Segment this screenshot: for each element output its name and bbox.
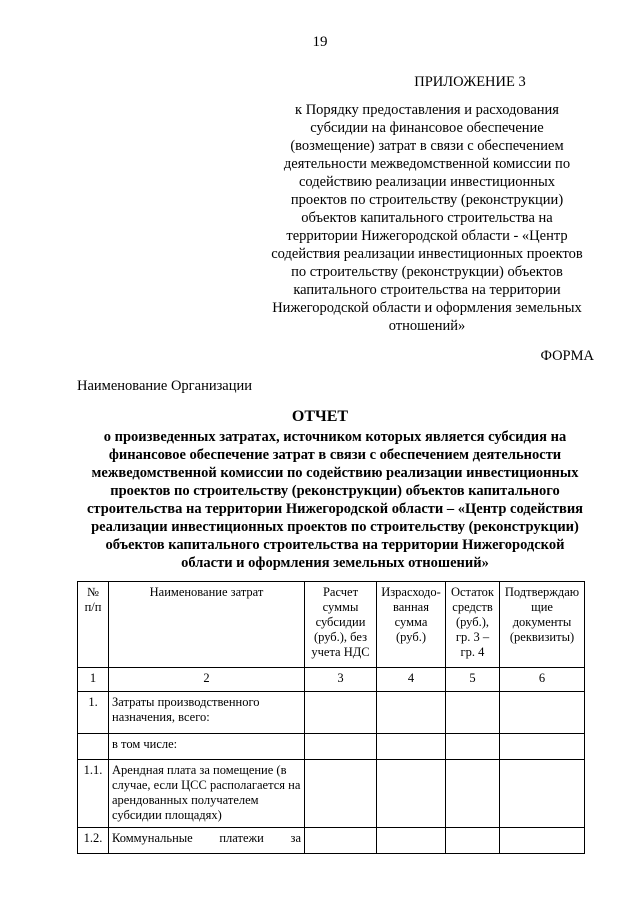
report-title: ОТЧЕТ xyxy=(291,408,349,425)
subtitle-line: финансовое обеспечение затрат в связи с обеспечением деятельности xyxy=(108,447,562,463)
table-cell xyxy=(446,734,500,760)
column-number: 3 xyxy=(305,668,377,692)
table-cell xyxy=(446,760,500,828)
appendix-line: (возмещение) затрат в связи с обеспечением xyxy=(290,138,564,154)
row-name: Коммунальные платежи за xyxy=(109,828,305,854)
header-cell: Расчет суммы субсидии (руб.), без учета НДС xyxy=(305,582,377,668)
appendix-label: ПРИЛОЖЕНИЕ 3 xyxy=(414,74,526,90)
column-number: 4 xyxy=(377,668,446,692)
appendix-line: Нижегородской области и оформления земельных xyxy=(272,300,582,316)
column-number: 6 xyxy=(500,668,585,692)
subtitle-line: межведомственной комиссии по содействию реализации инвестиционных xyxy=(91,465,579,481)
table-cell xyxy=(500,734,585,760)
appendix-line: проектов по строительству (реконструкции) xyxy=(290,192,564,208)
appendix-line: субсидии на финансовое обеспечение xyxy=(310,120,544,136)
subtitle-line: объектов капитального строительства на территории Нижегородской xyxy=(105,537,565,553)
subtitle-line: строительства на территории Нижегородской области – «Центр содействия xyxy=(86,501,584,517)
table-cell xyxy=(446,692,500,734)
table-cell xyxy=(305,734,377,760)
row-number: 1.2. xyxy=(78,828,109,854)
appendix-line: объектов капитального строительства на xyxy=(301,210,553,226)
table-cell xyxy=(377,828,446,854)
subtitle-line: о произведенных затратах, источником которых является субсидия на xyxy=(103,429,567,445)
header-cell: Израсходо-ванная сумма (руб.) xyxy=(377,582,446,668)
org-name-label: Наименование Организации xyxy=(77,378,253,394)
row-name: Затраты производственного назначения, всего: xyxy=(109,692,305,734)
subtitle-line: реализации инвестиционных проектов по строительству (реконструкции) xyxy=(91,519,579,535)
appendix-line: территории Нижегородской области - «Центр xyxy=(286,228,568,244)
table-cell xyxy=(500,692,585,734)
table-row xyxy=(78,760,585,828)
table-cell xyxy=(305,828,377,854)
column-number: 5 xyxy=(446,668,500,692)
column-number: 1 xyxy=(78,668,109,692)
subtitle-line: области и оформления земельных отношений» xyxy=(181,555,489,571)
appendix-line: отношений» xyxy=(388,318,466,334)
column-number: 2 xyxy=(109,668,305,692)
table-cell xyxy=(446,828,500,854)
table-cell xyxy=(500,828,585,854)
table-cell xyxy=(377,760,446,828)
header-cell: Наименование затрат xyxy=(109,582,305,668)
table-cell xyxy=(305,692,377,734)
appendix-line: к Порядку предоставления и расходования xyxy=(295,102,559,118)
header-cell: Подтверждаю щие документы (реквизиты) xyxy=(500,582,585,668)
appendix-line: капитального строительства на территории xyxy=(293,282,561,298)
row-name: Арендная плата за помещение (в случае, если ЦСС располагается на арендованных получателем субсидии площадях) xyxy=(109,760,305,828)
table-row xyxy=(78,734,585,760)
page-number: 19 xyxy=(312,34,328,50)
appendix-text xyxy=(262,101,592,335)
table-cell xyxy=(305,760,377,828)
appendix-line: содействию реализации инвестиционных xyxy=(298,174,556,190)
expense-table xyxy=(77,581,585,854)
form-label: ФОРМА xyxy=(540,348,594,364)
row-number: 1.1. xyxy=(78,760,109,828)
appendix-line: содействия реализации инвестиционных проектов xyxy=(271,246,583,262)
table-cell xyxy=(500,760,585,828)
table-cell xyxy=(377,734,446,760)
table-header-row xyxy=(78,582,585,668)
table-row xyxy=(78,692,585,734)
report-subtitle xyxy=(70,428,600,572)
column-number-row xyxy=(78,668,585,692)
table-cell xyxy=(377,692,446,734)
row-name: в том числе: xyxy=(109,734,305,760)
appendix-line: по строительству (реконструкции) объектов xyxy=(291,264,563,280)
row-number xyxy=(78,734,109,760)
appendix-line: деятельности межведомственной комиссии по xyxy=(283,156,571,172)
table-row xyxy=(78,828,585,854)
subtitle-line: проектов по строительству (реконструкции) объектов капитального xyxy=(110,483,560,499)
row-number: 1. xyxy=(78,692,109,734)
header-cell: Остаток средств (руб.), гр. 3 – гр. 4 xyxy=(446,582,500,668)
header-cell: № п/п xyxy=(78,582,109,668)
